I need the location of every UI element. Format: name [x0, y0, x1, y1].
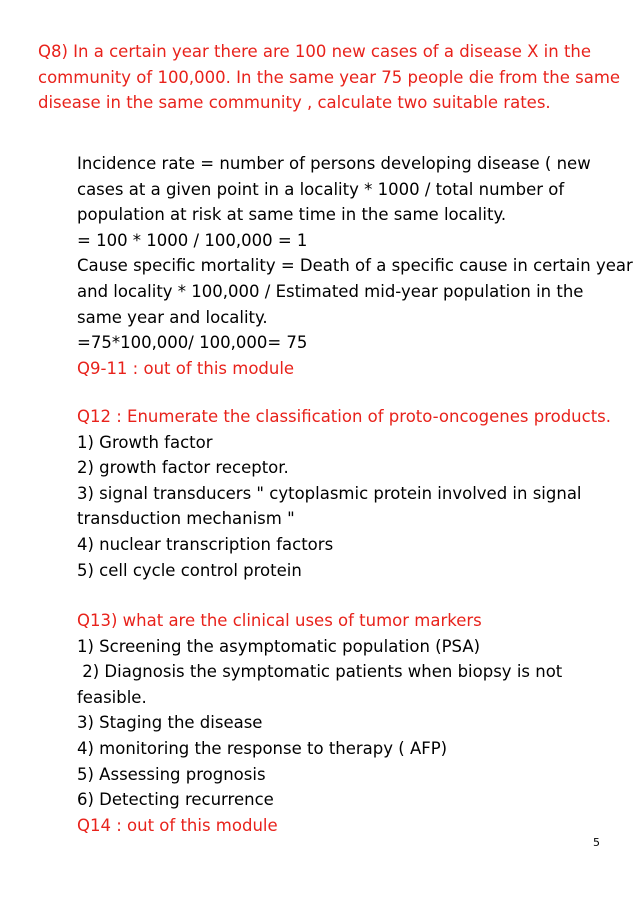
answer-8 — [77, 151, 633, 381]
question-13-item: 5) Assessing prognosis — [77, 764, 266, 784]
question-12-item: 2) growth factor receptor. — [77, 458, 289, 478]
question-13-item: feasible. — [77, 687, 147, 707]
answer-8-line: = 100 * 1000 / 100,000 = 1 — [77, 230, 308, 250]
question-12 — [77, 404, 612, 583]
question-13-item: 3) Staging the disease — [77, 713, 263, 733]
question-12-title: Q12 : Enumerate the classification of proto-oncogenes products. — [77, 407, 612, 426]
question-8-line: Q8) In a certain year there are 100 new cases of a disease X in the — [38, 42, 592, 61]
question-13-item: 1) Screening the asymptomatic population (PSA) — [77, 636, 481, 656]
question-12-item: 1) Growth factor — [77, 432, 213, 452]
answer-8-line: =75*100,000/ 100,000= 75 — [77, 333, 308, 353]
question-13-item: 6) Detecting recurrence — [77, 790, 274, 810]
question-13 — [77, 608, 607, 838]
answer-8-line: and locality * 100,000 / Estimated mid-year population in the — [77, 281, 584, 301]
question-12-item: 5) cell cycle control protein — [77, 560, 302, 580]
question-12-item: transduction mechanism " — [77, 509, 295, 529]
question-13-title: Q13) what are the clinical uses of tumor markers — [77, 611, 482, 630]
answer-8-line: same year and locality. — [77, 307, 268, 327]
question-8-line: community of 100,000. In the same year 75 people die from the same — [38, 67, 621, 87]
question-13-item: 2) Diagnosis the symptomatic patients when biopsy is not — [77, 662, 563, 682]
question-14: Q14 : out of this module — [77, 815, 278, 835]
question-8-line: disease in the same community , calculate two suitable rates. — [38, 93, 551, 112]
question-12-item: 3) signal transducers " cytoplasmic protein involved in signal — [77, 483, 582, 503]
page-number: 5 — [593, 836, 600, 849]
answer-8-line: Incidence rate = number of persons developing disease ( new — [77, 154, 591, 173]
question-8 — [38, 39, 621, 116]
question-9-11: Q9-11 : out of this module — [77, 358, 295, 378]
answer-8-line: Cause specific mortality = Death of a specific cause in certain year — [77, 256, 633, 276]
question-12-item: 4) nuclear transcription factors — [77, 534, 334, 554]
answer-8-line: population at risk at same time in the same locality. — [77, 205, 507, 225]
answer-8-line: cases at a given point in a locality * 1000 / total number of — [77, 179, 565, 199]
question-13-item: 4) monitoring the response to therapy ( AFP) — [77, 738, 448, 758]
